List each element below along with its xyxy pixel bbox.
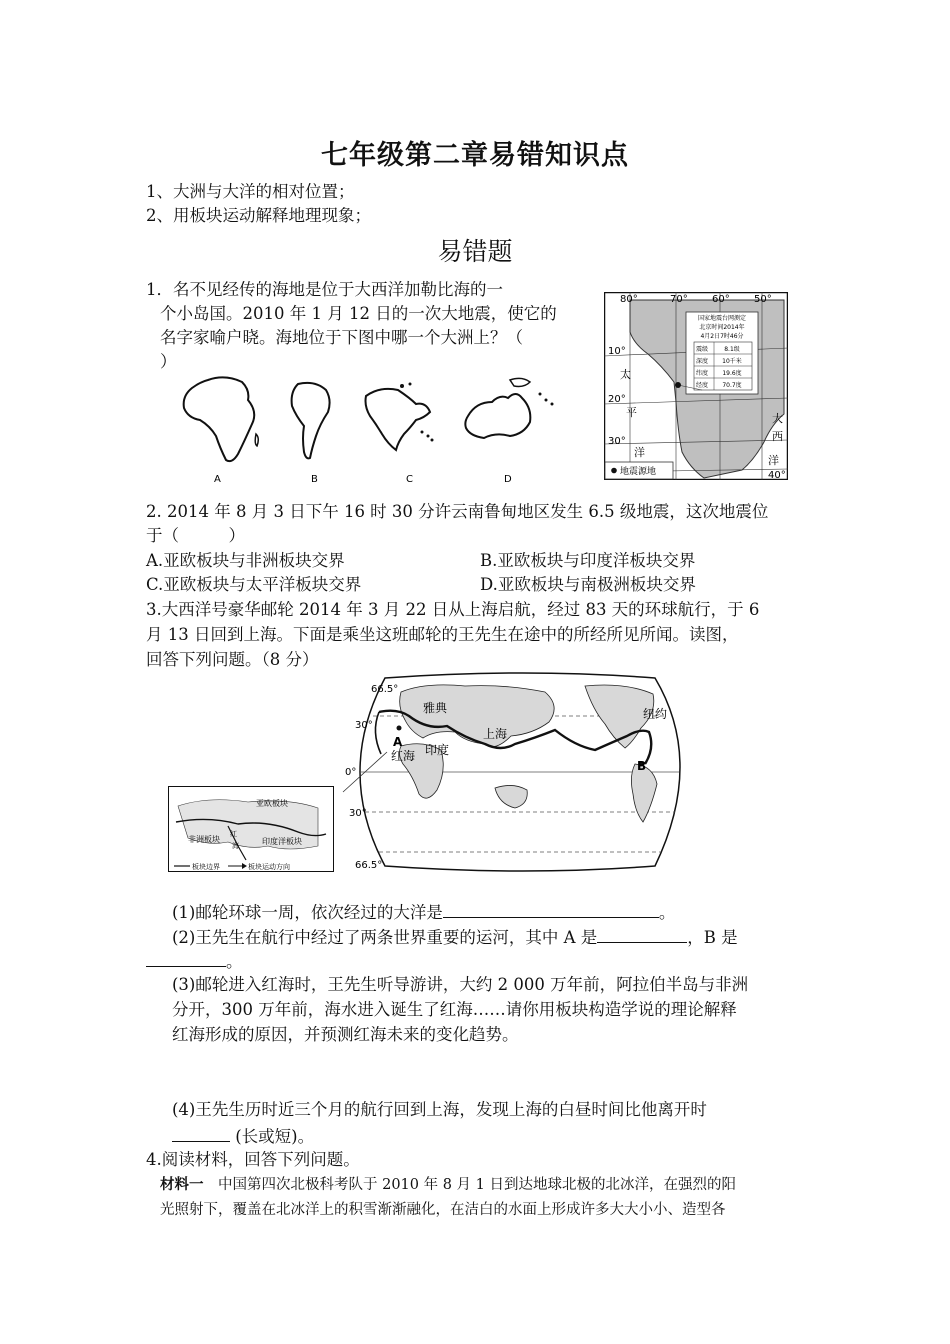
place-label: 印度: [425, 743, 450, 757]
point-label: A: [393, 735, 403, 749]
place-label: 红海: [391, 749, 416, 763]
sea-label: 红: [230, 830, 237, 838]
q2-option-c: C.亚欧板块与太平洋板块交界: [146, 575, 362, 594]
q4-line: 4.阅读材料，回答下列问题。: [146, 1150, 360, 1169]
q3-sub1: (1)邮轮环球一周，依次经过的大洋是 。: [172, 899, 675, 925]
table-key: 深度: [696, 358, 709, 365]
answer-blank[interactable]: [443, 899, 659, 918]
table-key: 震级: [696, 346, 709, 353]
answer-blank-a[interactable]: [597, 924, 687, 943]
ocean-label: 洋: [768, 454, 779, 467]
q1-line-2: 个小岛国。2010 年 1 月 12 日的一次大地震，使它的: [160, 304, 557, 323]
ocean-label: 平: [626, 406, 637, 419]
lat-label: 10°: [608, 346, 626, 357]
q3-line-2: 月 13 日回到上海。下面是乘坐这班邮轮的王先生在途中的所经所见所闻。读图，: [146, 625, 739, 644]
table-value: 19.6度: [722, 370, 742, 377]
plate-label: 亚欧板块: [256, 799, 288, 808]
option-label-a: A: [214, 474, 221, 485]
continent-outlines: [170, 372, 570, 487]
q3-sub3-line-3: 红海形成的原因，并预测红海未来的变化趋势。: [172, 1025, 519, 1044]
info-box-title: 北京时间2014年: [699, 324, 745, 331]
point-1: 1、大洲与大洋的相对位置；: [146, 182, 355, 201]
q3-sub4: (4)王先生历时近三个月的航行回到上海，发现上海的白昼时间比他离开时: [172, 1100, 707, 1119]
inset-legend: 板块边界: [192, 863, 220, 871]
lon-label: 60°: [712, 294, 730, 305]
q3-sub3-line-1: (3)邮轮进入红海时，王先生听导游讲，大约 2 000 万年前，阿拉伯半岛与非洲: [172, 975, 749, 994]
page-title: 七年级第二章易错知识点: [321, 140, 629, 171]
q3-sub2-cont: 。: [146, 948, 243, 974]
option-label-c: C: [406, 474, 413, 485]
q4-material-line-2: 光照射下，覆盖在北冰洋上的积雪渐渐融化，在洁白的水面上形成许多大大小小、造型各: [160, 1202, 726, 1218]
place-label: 上海: [483, 727, 508, 741]
lat-label: 30°: [608, 436, 626, 447]
q1-line-3: 名字家喻户晓。海地位于下图中哪一个大洲上？（: [160, 328, 523, 347]
continent-africa: [184, 377, 255, 461]
q2-line-1: 2. 2014 年 8 月 3 日下午 16 时 30 分许云南鲁甸地区发生 6.5 级地震，这次地震位: [146, 502, 769, 521]
q3-line-1: 3.大西洋号豪华邮轮 2014 年 3 月 22 日从上海启航，经过 83 天的环球航行，于 6: [146, 600, 760, 619]
sea-label: 海: [232, 842, 239, 850]
lon-label: 50°: [754, 294, 772, 305]
ocean-label: 洋: [634, 446, 645, 459]
lat-label: 20°: [608, 394, 626, 405]
section-title: 易错题: [437, 237, 513, 266]
lat-label: 0°: [345, 767, 357, 778]
table-value: 8.1级: [724, 346, 740, 353]
quake-map: [604, 292, 788, 480]
continent-australia: [465, 394, 530, 438]
q2-option-b: B.亚欧板块与印度洋板块交界: [480, 551, 696, 570]
info-box-title: 国家地震台网测定: [697, 315, 747, 322]
q4-material-line-1: 材料一 中国第四次北极科考队于 2010 年 8 月 1 日到达地球北极的北冰洋，在强烈的阳: [160, 1176, 737, 1193]
plate-inset-map: [168, 786, 334, 872]
answer-blank[interactable]: [172, 1123, 230, 1142]
lon-label: 70°: [670, 294, 688, 305]
legend-label: 地震源地: [620, 467, 657, 477]
ocean-label: 大: [772, 412, 783, 425]
epicenter-marker: [675, 382, 681, 388]
q3-line-3: 回答下列问题。（8 分）: [146, 650, 319, 669]
table-value: 70.7度: [722, 382, 742, 389]
q3-sub3-line-2: 分开，300 万年前，海水进入诞生了红海……请你用板块构造学说的理论解释: [172, 1000, 737, 1019]
table-key: 纬度: [696, 370, 709, 377]
ocean-label: 太: [620, 368, 631, 381]
lat-label: 66.5°: [371, 684, 399, 695]
info-box-title: 4月2日7时46分: [700, 333, 744, 340]
option-label-b: B: [311, 474, 318, 485]
answer-blank-b[interactable]: [146, 948, 226, 967]
table-key: 经度: [696, 382, 709, 389]
lon-label: 80°: [620, 294, 638, 305]
lat-label: 40°: [768, 470, 786, 480]
plate-label: 印度洋板块: [262, 837, 302, 846]
inset-legend: 板块运动方向: [248, 863, 290, 871]
q3-sub2: (2)王先生在航行中经过了两条世界重要的运河，其中 A 是 ，B 是: [172, 924, 738, 950]
table-value: 10千米: [722, 358, 742, 365]
point-2: 2、用板块运动解释地理现象；: [146, 206, 371, 225]
place-label: 纽约: [643, 707, 668, 721]
lat-label: 30°: [349, 808, 367, 819]
ocean-label: 西: [772, 430, 783, 443]
option-label-d: D: [504, 474, 512, 485]
q3-sub4-cont: (长或短)。: [172, 1123, 314, 1149]
place-label: 雅典: [423, 701, 448, 715]
continent-north-america: [366, 389, 431, 450]
q2-option-d: D.亚欧板块与南极洲板块交界: [480, 575, 696, 594]
lat-label: 30°: [355, 720, 373, 731]
q2-option-a: A.亚欧板块与非洲板块交界: [146, 551, 345, 570]
point-label: B: [637, 759, 647, 773]
q1-line-1: 1．名不见经传的海地是位于大西洋加勒比海的一: [146, 280, 503, 299]
q2-line-2: 于（ ）: [146, 526, 245, 545]
plate-label: 非洲板块: [188, 835, 220, 844]
continent-south-america: [292, 383, 330, 459]
lat-label: 66.5°: [355, 860, 383, 871]
q1-line-4: ）: [160, 352, 177, 371]
